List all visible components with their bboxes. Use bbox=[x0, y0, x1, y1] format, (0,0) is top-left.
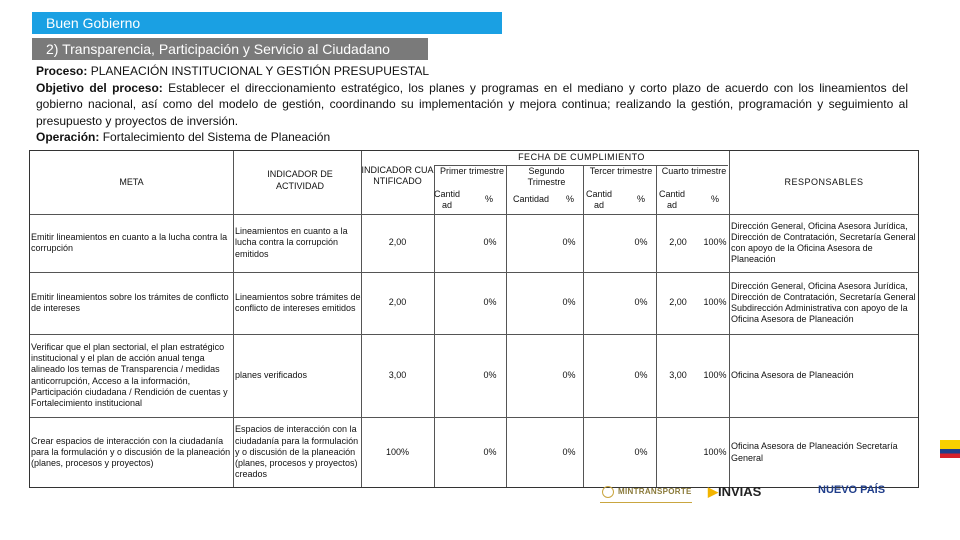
table-row-2-q1: 0% bbox=[483, 297, 497, 308]
proceso-label: Proceso: bbox=[36, 64, 88, 78]
invias-mark-icon: ▶ bbox=[708, 484, 718, 499]
sub-q1-pct: % bbox=[484, 194, 493, 204]
table-row-2-cuantificado: 2,00 bbox=[388, 297, 407, 308]
table-row-4-cuantificado: 100% bbox=[385, 446, 410, 457]
table-row-3-responsables: Oficina Asesora de Planeación bbox=[731, 369, 854, 380]
table-row-4-q3: 0% bbox=[634, 446, 648, 457]
operacion-line bbox=[36, 129, 908, 146]
table-row-1-q1: 0% bbox=[483, 237, 497, 248]
objetivo-line bbox=[36, 80, 908, 130]
proceso-line bbox=[36, 63, 908, 80]
table-row-3-cuantificado: 3,00 bbox=[388, 369, 407, 380]
sub-q3-cantidad: Cantidad bbox=[586, 189, 613, 210]
table-row-2-q4-cant: 2,00 bbox=[669, 297, 687, 308]
table-row-3-q4-cant: 3,00 bbox=[669, 369, 687, 380]
table-row-3-indicador: planes verificados bbox=[235, 369, 308, 380]
mintransporte-logo bbox=[602, 486, 692, 498]
table-row-1-q4-pct: 100% bbox=[703, 237, 727, 248]
table-row-1-q2: 0% bbox=[562, 237, 576, 248]
table-row-4-q4-cant bbox=[662, 417, 694, 488]
table-row-1-meta: Emitir lineamientos en cuanto a la lucha contra la corrupción bbox=[31, 231, 228, 253]
sub-q4-pct: % bbox=[710, 194, 719, 204]
operacion-label: Operación: bbox=[36, 130, 100, 144]
process-description bbox=[36, 63, 908, 146]
header-q3: Tercer trimestre bbox=[589, 166, 653, 176]
mintransporte-text: MINTRANSPORTE bbox=[618, 487, 692, 497]
section-title-bar bbox=[32, 12, 502, 34]
table-row-1-responsables: Dirección General, Oficina Asesora Jurídica, Dirección de Contratación, Secretaría General con apoyo de la Oficina Asesora de Planeación bbox=[731, 220, 916, 265]
sub-q2-pct: % bbox=[565, 194, 574, 204]
header-responsables: RESPONSABLES bbox=[784, 176, 864, 187]
table-row-3-meta: Verificar que el plan sectorial, el plan estratégico institucional y el plan de acción anual tenga alineado los temas de Transparencia / medidas anticorrupción, Acceso a la información, Participación ciudadana / Rendición de cuentas y Fortalecimiento institucional bbox=[31, 341, 228, 408]
action-plan-table bbox=[29, 150, 919, 488]
shield-icon bbox=[602, 486, 614, 498]
header-q4: Cuarto trimestre bbox=[661, 166, 727, 176]
table-row-1-q4-cant: 2,00 bbox=[669, 237, 687, 248]
table-row-4-indicador: Espacios de interacción con la ciudadanía para la formulación y o discusión de la planeación (planes, procesos y proyectos) creados bbox=[235, 424, 359, 480]
table-row-4-responsables: Oficina Asesora de Planeación Secretaría General bbox=[731, 441, 898, 463]
colombia-flag-icon bbox=[940, 440, 960, 458]
operacion-value: Fortalecimiento del Sistema de Planeación bbox=[102, 130, 331, 144]
table-row-4-q2: 0% bbox=[562, 446, 576, 457]
table-row-2-indicador: Lineamientos sobre trámites de conflicto de intereses emitidos bbox=[235, 291, 361, 313]
table-row-2-q2: 0% bbox=[562, 297, 576, 308]
header-q1: Primer trimestre bbox=[439, 166, 504, 176]
section-title: Buen Gobierno bbox=[46, 15, 141, 31]
header-cuantificado: INDICADOR CUANTIFICADO bbox=[361, 165, 434, 186]
table-row-2-q4-pct: 100% bbox=[703, 297, 727, 308]
section-subtitle-bar bbox=[32, 38, 428, 60]
invias-text: INVIAS bbox=[718, 484, 762, 499]
objetivo-value: Establecer el direccionamiento estratégico, los planes y programas en el mediano y corto plazo de acuerdo con los lineamientos del gobierno nacional, así como del modelo de gestión, coordinando su implementación y mejora continua; realizando la gestión, programación y seguimiento al presupuesto y proyectos de inversión. bbox=[36, 80, 908, 128]
footer-logos bbox=[590, 482, 960, 522]
objetivo-label: Objetivo del proceso: bbox=[36, 80, 163, 95]
sub-q1-cantidad: Cantidad bbox=[434, 189, 461, 210]
table-row-4-q4-pct: 100% bbox=[703, 446, 727, 457]
sub-q2-cantidad: Cantidad bbox=[512, 194, 550, 204]
table-row-1-q3: 0% bbox=[634, 237, 648, 248]
header-q2: Segundo Trimestre bbox=[527, 166, 566, 187]
table-row-1-cuantificado: 2,00 bbox=[388, 237, 407, 248]
proceso-value: PLANEACIÓN INSTITUCIONAL Y GESTIÓN PRESUPUESTAL bbox=[90, 64, 430, 78]
header-indicador: INDICADOR DE ACTIVIDAD bbox=[267, 169, 333, 191]
table-row-2-meta: Emitir lineamientos sobre los trámites de conflicto de intereses bbox=[31, 291, 229, 313]
table-row-1-indicador: Lineamientos en cuanto a la lucha contra la corrupción emitidos bbox=[235, 226, 348, 259]
sub-q4-cantidad: Cantidad bbox=[659, 189, 686, 210]
table-row-3-q4-pct: 100% bbox=[703, 369, 727, 380]
table-row-3-q3: 0% bbox=[634, 369, 648, 380]
invias-logo bbox=[708, 484, 761, 500]
section-subtitle: 2) Transparencia, Participación y Servicio al Ciudadano bbox=[46, 41, 390, 57]
table-row-2-responsables: Dirección General, Oficina Asesora Jurídica, Dirección de Contratación, Secretaría General Subdirección Administrativa con apoyo de la Oficina Asesora de Planeación bbox=[731, 280, 916, 325]
table-row-3-q2: 0% bbox=[562, 369, 576, 380]
table-row-4-q1: 0% bbox=[483, 446, 497, 457]
sub-q3-pct: % bbox=[636, 194, 645, 204]
table-row-3-q1: 0% bbox=[483, 369, 497, 380]
header-fecha: FECHA DE CUMPLIMIENTO bbox=[518, 152, 645, 162]
header-meta: META bbox=[119, 176, 144, 187]
table-row-2-q3: 0% bbox=[634, 297, 648, 308]
nuevo-pais-logo bbox=[818, 484, 885, 496]
divider bbox=[600, 502, 692, 503]
nuevo-pais-text: NUEVO PAÍS bbox=[818, 484, 886, 496]
table-row-4-meta: Crear espacios de interacción con la ciudadanía para la formulación y o discusión de la planeación (planes, procesos y proyectos) bbox=[31, 435, 231, 469]
